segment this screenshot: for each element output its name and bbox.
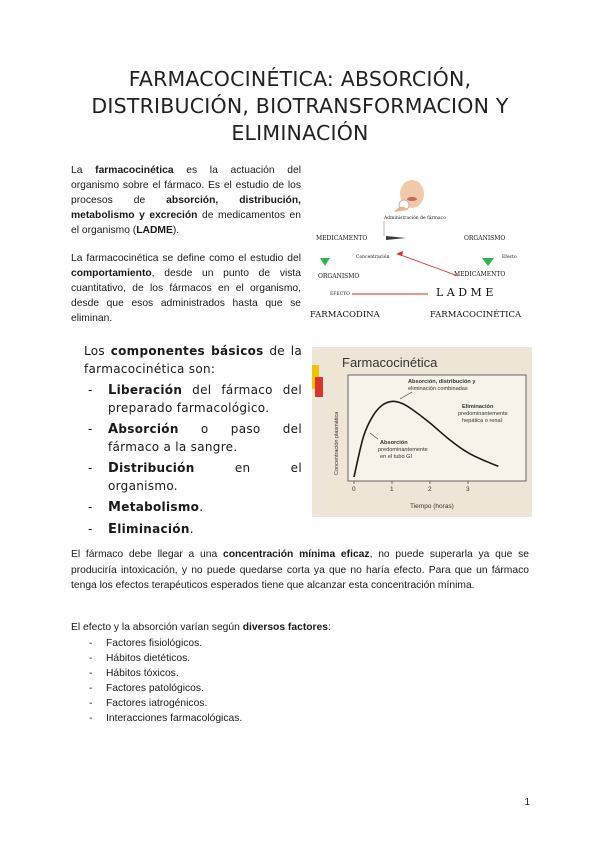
factor-item: - Factores iatrogénicos. (71, 696, 529, 711)
page-number: 1 (524, 797, 530, 808)
intro-text (71, 163, 301, 339)
y-axis-label: Concentración plasmática (334, 411, 340, 475)
medicamento-left-label: MEDICAMENTO (316, 235, 368, 242)
green-arrow-left-icon (320, 258, 330, 266)
intro-paragraph-2: La farmacocinética se define como el estudio del comportamiento, desde un punto de vista cuantitativo, de los fármacos en el organismo, desde que esos administrados hasta que se eliminan. (71, 253, 301, 324)
ladme-diagram (308, 172, 540, 322)
organismo-right-label: ORGANISMO (464, 235, 506, 242)
components-lead: Los componentes básicos de la farmacocinética son: (84, 344, 302, 376)
component-item-liberacion: - Liberación del fármaco del preparado farmacológico. (84, 382, 302, 417)
component-item-distribucion: - Distribución en el organismo. (84, 460, 302, 495)
factors-lead: El efecto y la absorción varían según diversos factores: (71, 622, 331, 633)
x-axis-label: Tiempo (horas) (410, 503, 454, 510)
pharmacokinetics-chart (312, 347, 532, 517)
chart-accent-red (315, 377, 323, 397)
title-line-2: DISTRIBUCIÓN, BIOTRANSFORMACION Y (91, 94, 509, 118)
factor-item: - Factores fisiológicos. (71, 636, 529, 651)
farmacodina-label: FARMACODINA (310, 310, 380, 320)
organismo-left-label: ORGANISMO (318, 273, 360, 280)
annotation-abs-2: predominantemente (378, 447, 428, 453)
intro-paragraph-1: La farmacocinética es la actuación del organismo sobre el fármaco. Es el estudio de los procesos de absorción, distribución, metabolismo y excreción de medicamentos en el organismo (LADME). (71, 165, 302, 236)
component-item-eliminacion: - Eliminación. (84, 521, 302, 539)
annotation-abs-3: en el tubo GI (380, 454, 413, 460)
annotation-abs-1: Absorción (380, 440, 408, 446)
component-item-absorcion: - Absorción o paso del fármaco a la sangre. (84, 421, 302, 456)
annotation-elim-2: predominantemente (458, 411, 508, 417)
arrow-right-to-organismo-icon (386, 236, 406, 240)
x-tick-label: 2 (428, 486, 432, 493)
title-line-3: ELIMINACIÓN (231, 121, 369, 145)
red-line-top (398, 254, 458, 276)
annotation-combined-1: Absorción, distribución y (408, 379, 476, 385)
factor-item: - Hábitos tóxicos. (71, 666, 529, 681)
annotation-elim-3: hepática o renal (462, 418, 502, 424)
efecto-left-label: EFECTO (330, 292, 350, 297)
red-arrowhead-icon (396, 251, 403, 256)
concentracion-label: Concentración (356, 255, 390, 260)
green-arrow-right-icon (482, 258, 494, 266)
chart-title: Farmacocinética (342, 355, 438, 370)
ladme-label: L A D M E (436, 286, 494, 299)
annotation-elim-1: Eliminación (462, 404, 494, 410)
x-tick-label: 0 (352, 486, 356, 493)
x-tick-label: 3 (466, 486, 470, 493)
concentration-paragraph: El fármaco debe llegar a una concentración mínima eficaz, no puede superarla ya que se produciría intoxicación, y no puede quedarse corta ya que no haría efecto. Para que un fármaco tenga los efectos terapéuticos esperados tiene que alcanzar esta concentración mínima. (71, 549, 529, 591)
factor-item: - Hábitos dietéticos. (71, 651, 529, 666)
components-section (84, 343, 302, 542)
admin-label: Administración de fármaco (384, 216, 446, 221)
medicamento-right-label: MEDICAMENTO (454, 271, 506, 278)
factors-list (71, 636, 529, 726)
page-title (60, 66, 540, 147)
factors-section (71, 620, 529, 726)
efecto-right-label: Efecto (502, 255, 517, 260)
component-item-metabolismo: - Metabolismo. (84, 499, 302, 517)
farmacocinetica-label: FARMACOCINÉTICA (430, 310, 522, 320)
factor-item: - Factores patológicos. (71, 681, 529, 696)
factor-item: - Interacciones farmacológicas. (71, 711, 529, 726)
annotation-combined-2: eliminación combinadas (408, 386, 468, 392)
components-list (84, 382, 302, 538)
pill-intake-illustration-icon (394, 180, 424, 212)
x-tick-label: 1 (390, 486, 394, 493)
title-line-1: FARMACOCINÉTICA: ABSORCIÓN, (128, 67, 472, 91)
